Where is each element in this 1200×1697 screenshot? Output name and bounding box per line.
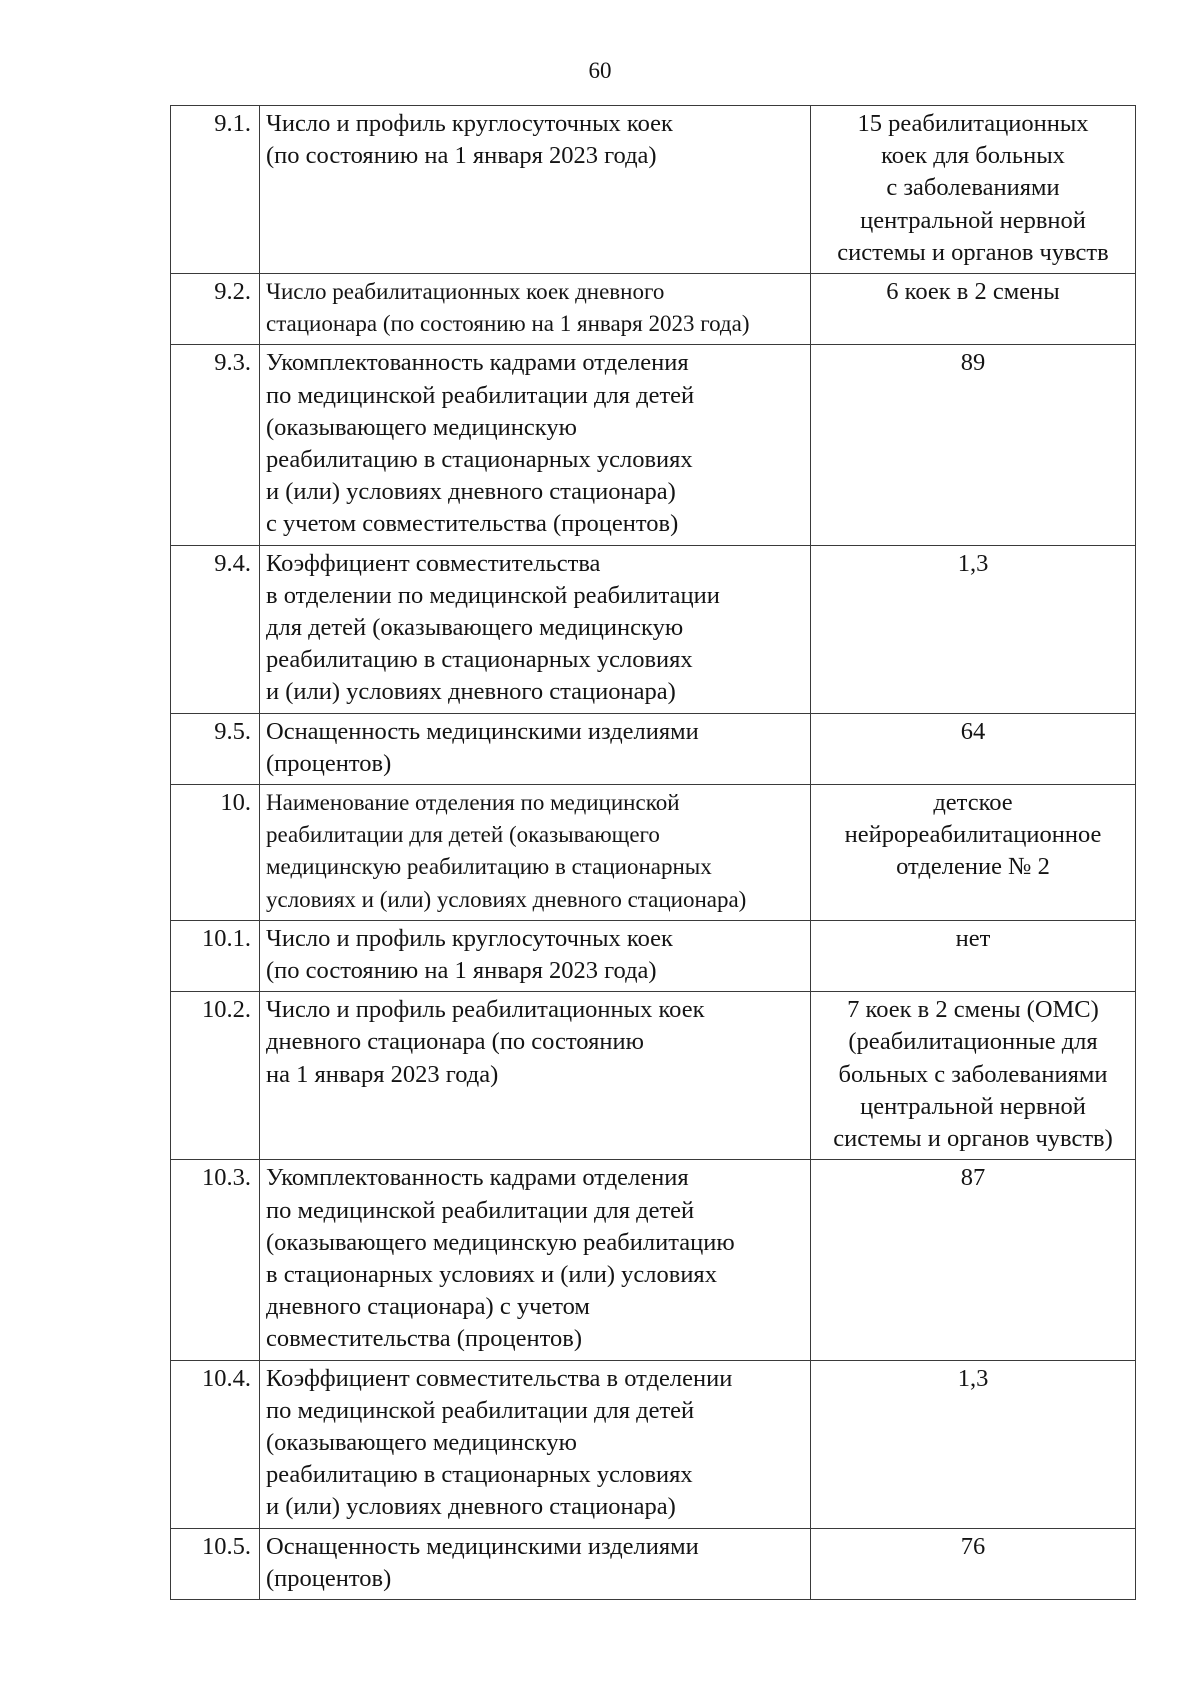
table-row <box>171 1528 1136 1599</box>
table-row <box>171 274 1136 345</box>
row-description: Число и профиль реабилитационных коек дневного стационара (по состоянию на 1 января 2023 года) <box>260 992 811 1160</box>
row-value: 15 реабилитационных коек для больных с заболеваниями центральной нервной системы и органов чувств <box>811 106 1136 274</box>
row-number: 9.2. <box>171 274 260 345</box>
table-row <box>171 1160 1136 1360</box>
row-value: 89 <box>811 345 1136 545</box>
row-value: нет <box>811 920 1136 991</box>
row-number: 10. <box>171 785 260 921</box>
row-value: 76 <box>811 1528 1136 1599</box>
row-number: 10.4. <box>171 1360 260 1528</box>
row-description: Число и профиль круглосуточных коек (по состоянию на 1 января 2023 года) <box>260 106 811 274</box>
row-value: детское нейрореабилитационное отделение № 2 <box>811 785 1136 921</box>
row-number: 10.3. <box>171 1160 260 1360</box>
row-description: Наименование отделения по медицинской реабилитации для детей (оказывающего медицинскую реабилитацию в стационарных условиях и (или) условиях дневного стационара) <box>260 785 811 921</box>
table-row <box>171 992 1136 1160</box>
row-number: 9.5. <box>171 713 260 784</box>
row-value: 1,3 <box>811 1360 1136 1528</box>
table-row <box>171 785 1136 921</box>
table-row <box>171 920 1136 991</box>
row-number: 10.5. <box>171 1528 260 1599</box>
row-number: 9.4. <box>171 545 260 713</box>
row-number: 10.1. <box>171 920 260 991</box>
row-description: Коэффициент совместительства в отделении по медицинской реабилитации для детей (оказывающего медицинскую реабилитацию в стационарных условиях и (или) условиях дневного стационара) <box>260 545 811 713</box>
row-description: Укомплектованность кадрами отделения по медицинской реабилитации для детей (оказывающего медицинскую реабилитацию в стационарных условиях и (или) условиях дневного стационара) с учетом совместительства (процентов) <box>260 345 811 545</box>
row-value: 64 <box>811 713 1136 784</box>
indicators-table <box>170 105 1136 1600</box>
table-row <box>171 545 1136 713</box>
table-row <box>171 713 1136 784</box>
row-description: Число и профиль круглосуточных коек (по состоянию на 1 января 2023 года) <box>260 920 811 991</box>
row-value: 6 коек в 2 смены <box>811 274 1136 345</box>
row-description: Оснащенность медицинскими изделиями (процентов) <box>260 713 811 784</box>
row-number: 10.2. <box>171 992 260 1160</box>
page-number: 60 <box>588 58 612 83</box>
row-description: Оснащенность медицинскими изделиями (процентов) <box>260 1528 811 1599</box>
table-row <box>171 106 1136 274</box>
row-number: 9.1. <box>171 106 260 274</box>
row-value: 87 <box>811 1160 1136 1360</box>
row-description: Число реабилитационных коек дневного стационара (по состоянию на 1 января 2023 года) <box>260 274 811 345</box>
row-description: Коэффициент совместительства в отделении по медицинской реабилитации для детей (оказывающего медицинскую реабилитацию в стационарных условиях и (или) условиях дневного стационара) <box>260 1360 811 1528</box>
row-value: 7 коек в 2 смены (ОМС) (реабилитационные для больных с заболеваниями центральной нервной системы и органов чувств) <box>811 992 1136 1160</box>
row-description: Укомплектованность кадрами отделения по медицинской реабилитации для детей (оказывающего медицинскую реабилитацию в стационарных условиях и (или) условиях дневного стационара) с учетом совместительства (процентов) <box>260 1160 811 1360</box>
table-row <box>171 1360 1136 1528</box>
row-number: 9.3. <box>171 345 260 545</box>
row-value: 1,3 <box>811 545 1136 713</box>
table-row <box>171 345 1136 545</box>
